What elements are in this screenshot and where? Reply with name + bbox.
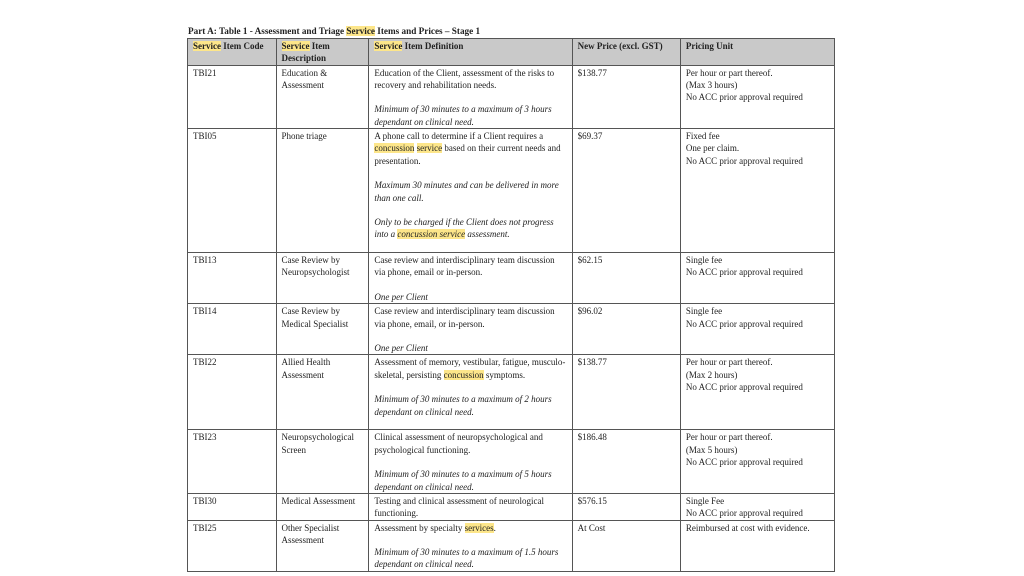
cell-price: $96.02 <box>572 304 680 355</box>
pricing-table <box>187 38 835 572</box>
cell-unit: Per hour or part thereof. (Max 2 hours) No ACC prior approval required <box>680 355 834 430</box>
table-row <box>188 253 835 304</box>
table-row <box>188 129 835 253</box>
table-row <box>188 493 835 520</box>
cell-definition: Assessment of memory, vestibular, fatigue, musculo-skeletal, persisting concussion symptoms. Minimum of 30 minutes to a maximum of 2 hours dependant on clinical need. <box>369 355 572 430</box>
cell-unit: Single fee No ACC prior approval required <box>680 304 834 355</box>
cell-description: Education & Assessment <box>276 65 369 128</box>
cell-description: Medical Assessment <box>276 493 369 520</box>
header-price: New Price (excl. GST) <box>572 39 680 66</box>
cell-definition: Case review and interdisciplinary team discussion via phone, email, or in-person. One per Client <box>369 304 572 355</box>
cell-code: TBI23 <box>188 430 277 493</box>
cell-price: $576.15 <box>572 493 680 520</box>
cell-unit: Per hour or part thereof. (Max 5 hours) No ACC prior approval required <box>680 430 834 493</box>
cell-unit: Single Fee No ACC prior approval required <box>680 493 834 520</box>
cell-price: $186.48 <box>572 430 680 493</box>
cell-price: $69.37 <box>572 129 680 253</box>
cell-definition: Education of the Client, assessment of the risks to recovery and rehabilitation needs. Minimum of 30 minutes to a maximum of 3 hours dependant on clinical need. <box>369 65 572 128</box>
header-unit: Pricing Unit <box>680 39 834 66</box>
cell-description: Allied Health Assessment <box>276 355 369 430</box>
cell-unit: Per hour or part thereof. (Max 3 hours) No ACC prior approval required <box>680 65 834 128</box>
cell-definition: Clinical assessment of neuropsychological and psychological functioning. Minimum of 30 minutes to a maximum of 5 hours dependant on clinical need. <box>369 430 572 493</box>
table-row <box>188 65 835 128</box>
cell-unit: Reimbursed at cost with evidence. <box>680 520 834 571</box>
cell-description: Case Review by Medical Specialist <box>276 304 369 355</box>
cell-description: Other Specialist Assessment <box>276 520 369 571</box>
header-definition: Service Item Definition <box>369 39 572 66</box>
cell-description: Neuropsychological Screen <box>276 430 369 493</box>
cell-price: $138.77 <box>572 65 680 128</box>
table-row <box>188 304 835 355</box>
search-highlight: Service <box>346 26 375 36</box>
cell-code: TBI14 <box>188 304 277 355</box>
table-caption: Part A: Table 1 - Assessment and Triage Service Items and Prices – Stage 1 <box>188 26 481 36</box>
header-description: Service Item Description <box>276 39 369 66</box>
table-row <box>188 355 835 430</box>
cell-definition: Assessment by specialty services. Minimum of 30 minutes to a maximum of 1.5 hours dependant on clinical need. <box>369 520 572 571</box>
cell-code: TBI05 <box>188 129 277 253</box>
cell-code: TBI21 <box>188 65 277 128</box>
cell-price: $138.77 <box>572 355 680 430</box>
cell-definition: Testing and clinical assessment of neurological functioning. <box>369 493 572 520</box>
cell-definition: A phone call to determine if a Client requires a concussion service based on their current needs and presentation. Maximum 30 minutes and can be delivered in more than one call. Only to be charged if the Client does not progress into a concussion service assessment. <box>369 129 572 253</box>
header-code: Service Item Code <box>188 39 277 66</box>
table-row <box>188 430 835 493</box>
cell-definition: Case review and interdisciplinary team discussion via phone, email or in-person. One per Client <box>369 253 572 304</box>
cell-price: $62.15 <box>572 253 680 304</box>
table-header-row <box>188 39 835 66</box>
cell-price: At Cost <box>572 520 680 571</box>
cell-code: TBI25 <box>188 520 277 571</box>
table-row <box>188 520 835 571</box>
cell-description: Case Review by Neuropsychologist <box>276 253 369 304</box>
cell-unit: Fixed fee One per claim. No ACC prior approval required <box>680 129 834 253</box>
cell-unit: Single fee No ACC prior approval required <box>680 253 834 304</box>
cell-code: TBI30 <box>188 493 277 520</box>
cell-code: TBI22 <box>188 355 277 430</box>
cell-code: TBI13 <box>188 253 277 304</box>
cell-description: Phone triage <box>276 129 369 253</box>
